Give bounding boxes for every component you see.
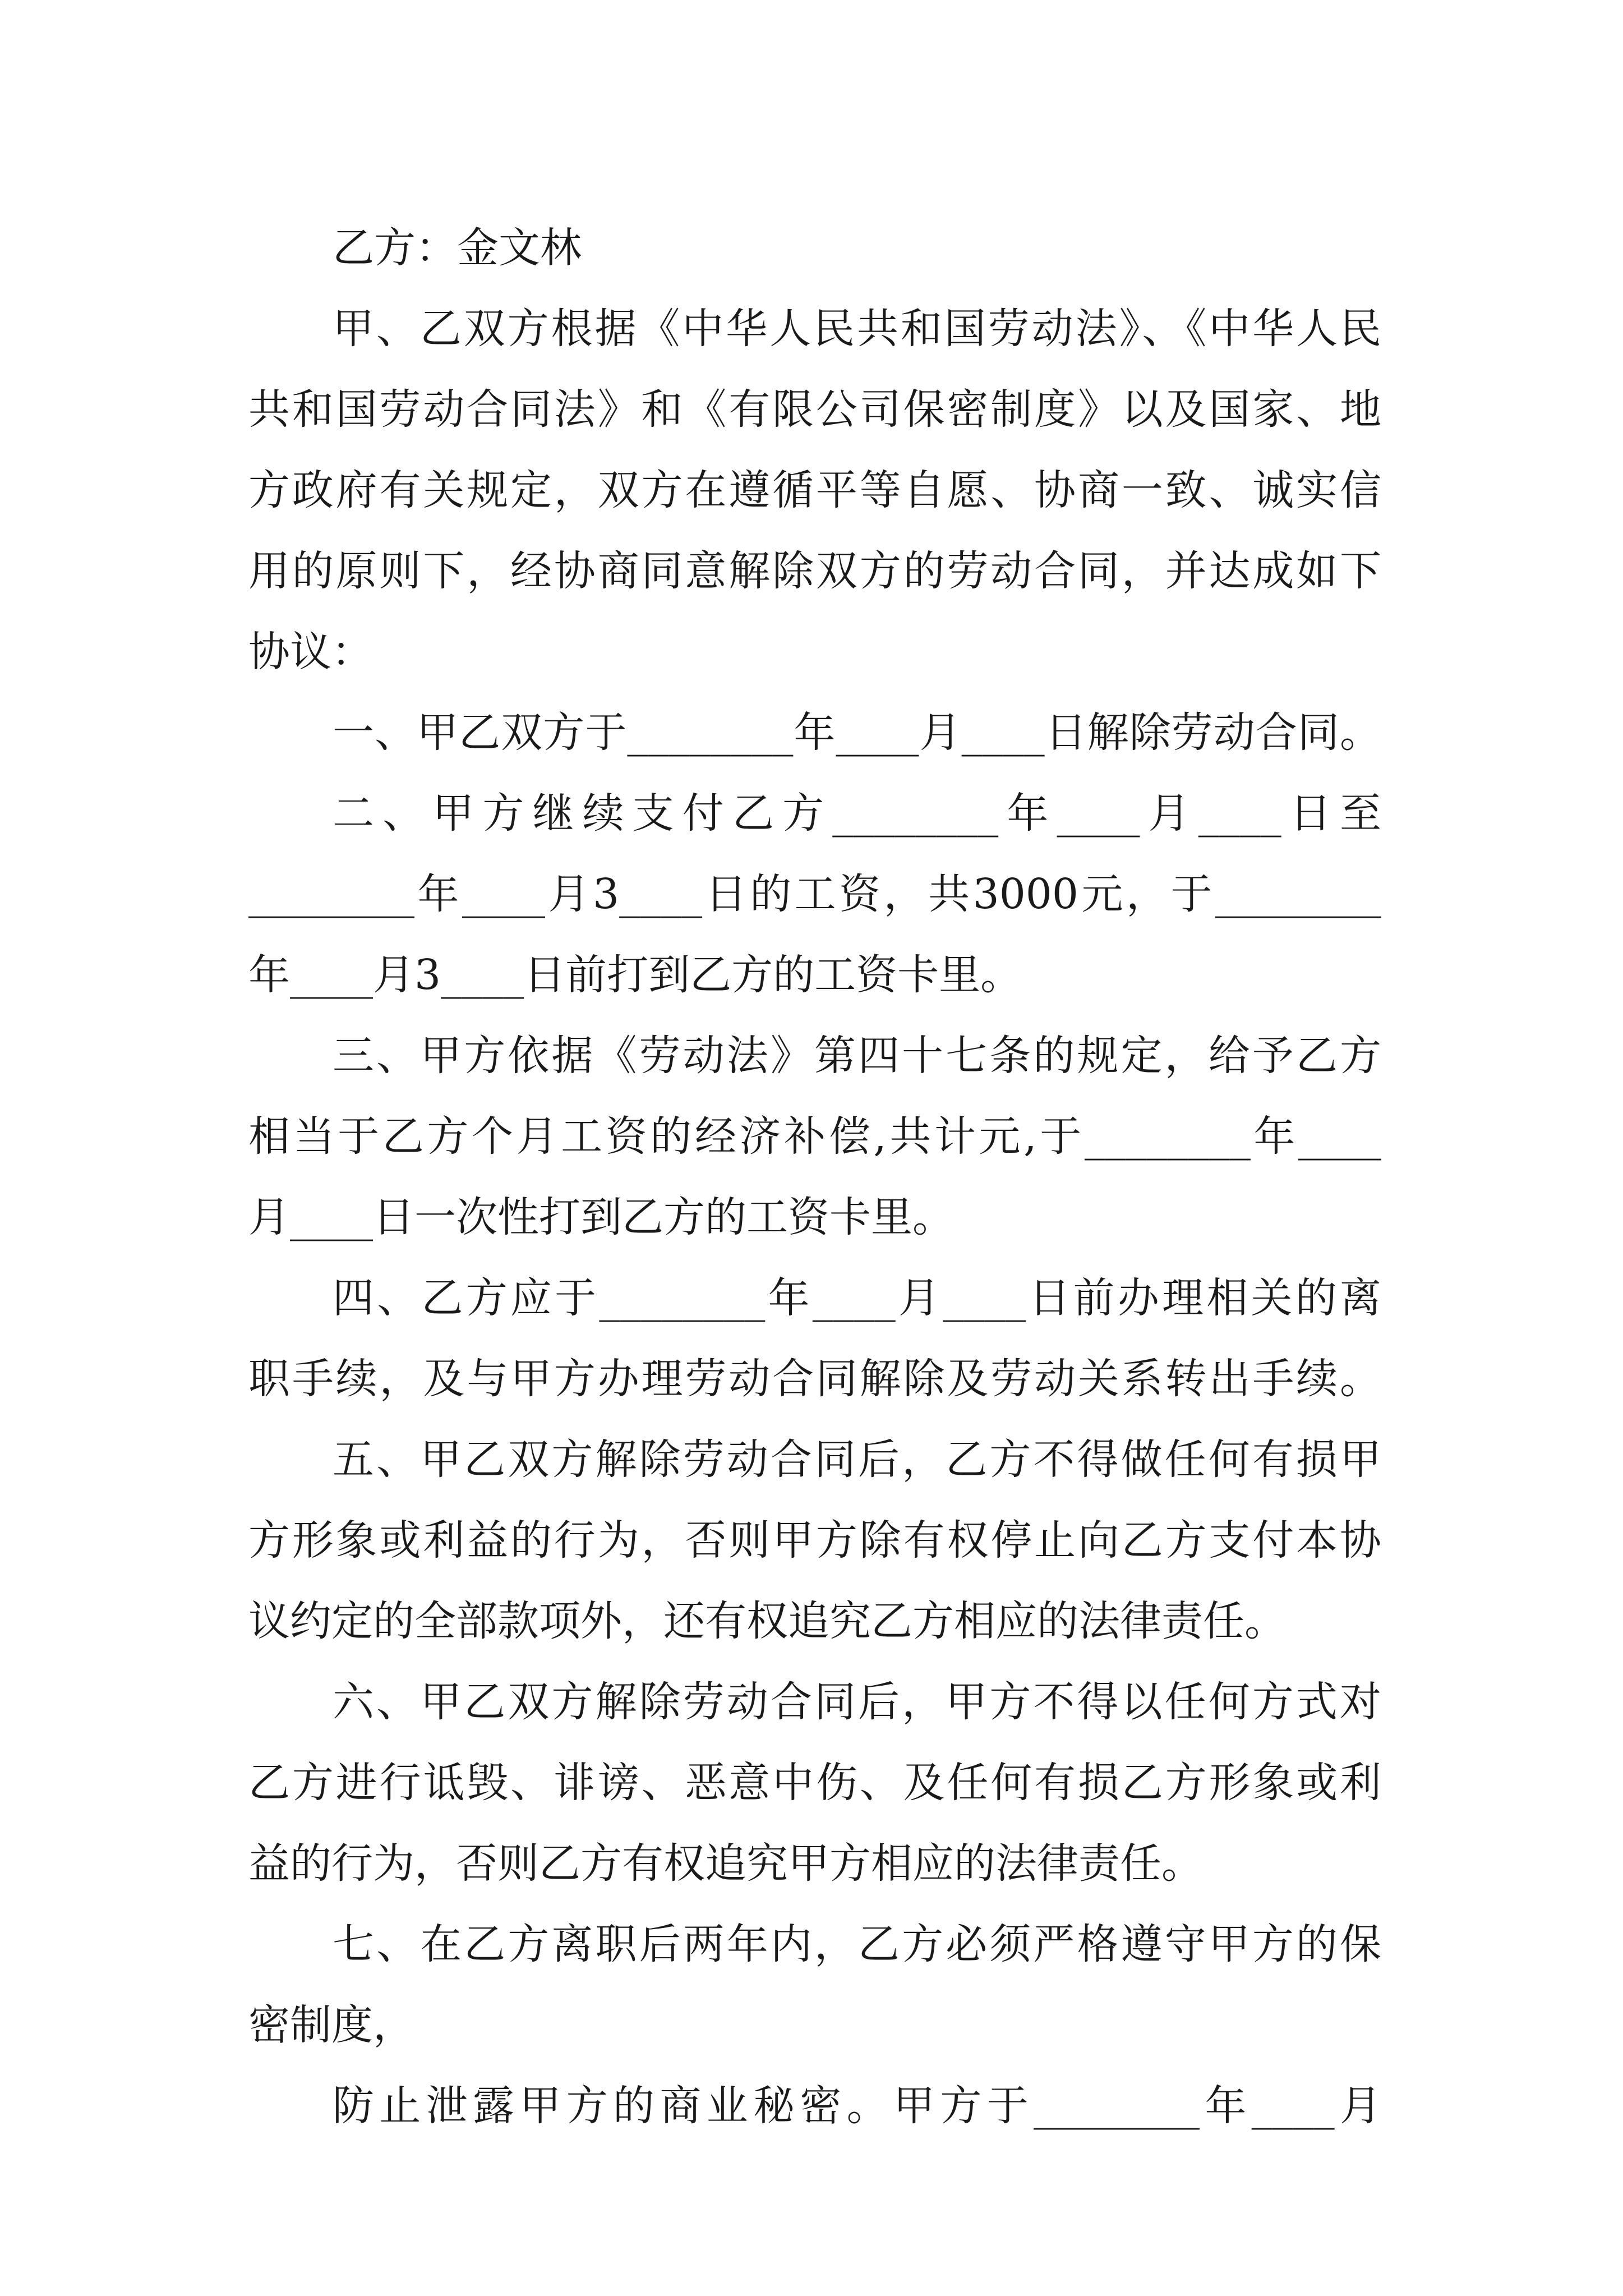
clause-5-line: 方形象或利益的行为，否则甲方除有权停止向乙方支付本协: [248, 1516, 1381, 1565]
paragraph-line: 甲、乙双方根据《中华人民共和国劳动法》、《中华人民: [333, 305, 1381, 353]
paragraph-line: 协议：: [248, 628, 373, 676]
clause-7-line: 防止泄露甲方的商业秘密。甲方于________年____月: [333, 2082, 1381, 2130]
clause-7-line: 密制度，: [248, 2001, 414, 2049]
document-body: [248, 208, 1381, 2146]
clause-6-line: 乙方进行诋毁、诽谤、恶意中伤、及任何有损乙方形象或利: [248, 1759, 1381, 1807]
clause-7-line: 七、在乙方离职后两年内，乙方必须严格遵守甲方的保: [333, 1920, 1381, 1968]
paragraph-line: 用的原则下，经协商同意解除双方的劳动合同，并达成如下: [248, 547, 1381, 595]
clause-2-line: 二、甲方继续支付乙方________年____月____日至: [333, 789, 1381, 838]
clause-4-line: 职手续，及与甲方办理劳动合同解除及劳动关系转出手续。: [248, 1355, 1381, 1403]
clause-4-line: 四、乙方应于________年____月____日前办理相关的离: [333, 1274, 1381, 1322]
clause-6-line: 益的行为，否则乙方有权追究甲方相应的法律责任。: [248, 1839, 1203, 1888]
paragraph-line: 方政府有关规定，双方在遵循平等自愿、协商一致、诚实信: [248, 466, 1381, 514]
clause-3-line: 三、甲方依据《劳动法》第四十七条的规定，给予乙方: [333, 1032, 1381, 1080]
clause-5-line: 议约定的全部款项外，还有权追究乙方相应的法律责任。: [248, 1597, 1286, 1645]
clause-2-line: 年____月3____日前打到乙方的工资卡里。: [248, 951, 1022, 999]
paragraph-line: 共和国劳动合同法》和《有限公司保密制度》以及国家、地: [248, 385, 1381, 434]
party-b-line: 乙方：金文林: [333, 224, 582, 272]
clause-6-line: 六、甲乙双方解除劳动合同后，甲方不得以任何方式对: [333, 1678, 1381, 1726]
clause-3-line: 月____日一次性打到乙方的工资卡里。: [248, 1193, 954, 1241]
clause-5-line: 五、甲乙双方解除劳动合同后，乙方不得做任何有损甲: [333, 1435, 1381, 1484]
clause-1-line: 一、甲乙双方于________年____月____日解除劳动合同。: [333, 708, 1381, 757]
clause-3-line: 相当于乙方个月工资的经济补偿,共计元,于________年____: [248, 1112, 1381, 1161]
clause-2-line: ________年____月3____日的工资，共3000元，于________: [248, 870, 1381, 918]
